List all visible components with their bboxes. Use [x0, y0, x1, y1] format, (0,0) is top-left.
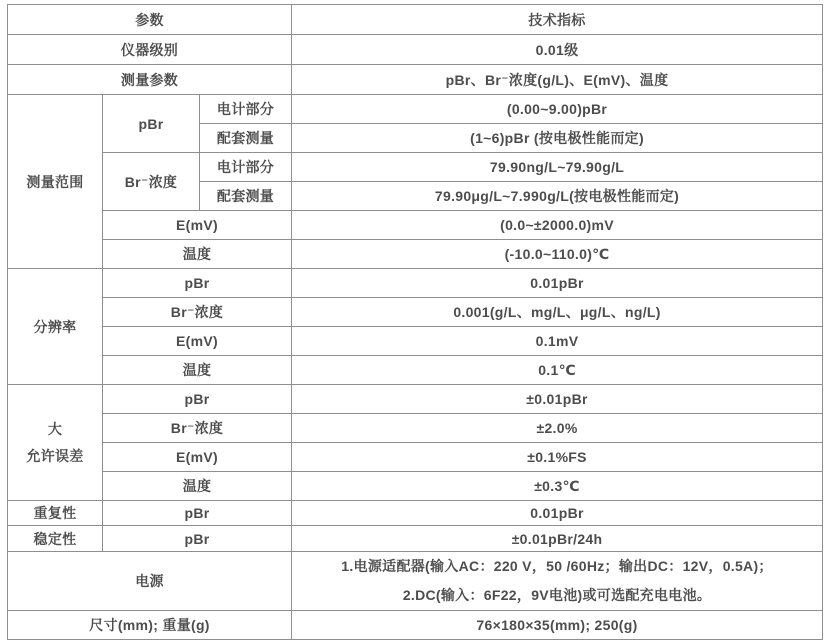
range-pbr-paired-value: (1~6)pBr (按电极性能而定)	[292, 124, 823, 153]
range-br-label: Br⁻浓度	[103, 153, 200, 211]
err-br-row	[8, 414, 823, 443]
measure-params-row	[8, 65, 823, 95]
res-emv-value: 0.1mV	[292, 327, 823, 356]
measure-range-label: 测量范围	[8, 95, 103, 269]
stability-label: 稳定性	[8, 526, 103, 552]
err-pbr-value: ±0.01pBr	[292, 385, 823, 414]
dimensions-row	[8, 611, 823, 640]
range-emv-row	[8, 211, 823, 240]
power-value-line1: 1.电源适配器(输入AC：220 V，50 /60Hz；输出DC：12V，0.5A)；	[341, 558, 773, 574]
measure-params-value: pBr、Br⁻浓度(g/L)、E(mV)、温度	[292, 65, 823, 95]
res-pbr-value: 0.01pBr	[292, 269, 823, 298]
dimensions-value: 76×180×35(mm); 250(g)	[292, 611, 823, 640]
max-error-label-line1: 大	[47, 420, 63, 437]
range-temp-value: (-10.0~110.0)℃	[292, 240, 823, 269]
res-pbr-row	[8, 269, 823, 298]
err-emv-value: ±0.1%FS	[292, 443, 823, 472]
max-error-label	[8, 385, 103, 501]
res-br-row	[8, 298, 823, 327]
instrument-level-row	[8, 35, 823, 65]
res-br-label: Br⁻浓度	[103, 298, 292, 327]
resolution-label: 分辨率	[8, 269, 103, 385]
dimensions-label: 尺寸(mm); 重量(g)	[8, 611, 292, 640]
range-temp-label: 温度	[103, 240, 292, 269]
err-br-label: Br⁻浓度	[103, 414, 292, 443]
measure-params-label: 测量参数	[8, 65, 292, 95]
res-emv-row	[8, 327, 823, 356]
header-row	[8, 5, 823, 35]
repeatability-sub-label: pBr	[103, 501, 292, 526]
spec-header-cell: 技术指标	[292, 5, 823, 35]
max-error-label-line2: 允许误差	[26, 447, 84, 464]
power-value-line2: 2.DC(输入：6F22，9V电池)或可选配充电电池。	[402, 587, 712, 603]
range-pbr-meter-label: 电计部分	[200, 95, 292, 124]
repeatability-label: 重复性	[8, 501, 103, 526]
res-emv-label: E(mV)	[103, 327, 292, 356]
power-row	[8, 552, 823, 611]
range-br-paired-value: 79.90μg/L~7.990g/L(按电极性能而定)	[292, 182, 823, 211]
stability-sub-label: pBr	[103, 526, 292, 552]
stability-row	[8, 526, 823, 552]
power-value	[292, 552, 823, 611]
res-temp-value: 0.1℃	[292, 356, 823, 385]
err-pbr-label: pBr	[103, 385, 292, 414]
range-emv-value: (0.0~±2000.0)mV	[292, 211, 823, 240]
res-br-value: 0.001(g/L、mg/L、μg/L、ng/L)	[292, 298, 823, 327]
range-br-paired-label: 配套测量	[200, 182, 292, 211]
repeatability-row	[8, 501, 823, 526]
repeatability-value: 0.01pBr	[292, 501, 823, 526]
err-temp-label: 温度	[103, 472, 292, 501]
param-header-cell: 参数	[8, 5, 292, 35]
err-temp-row	[8, 472, 823, 501]
err-pbr-row	[8, 385, 823, 414]
instrument-level-value: 0.01级	[292, 35, 823, 65]
range-pbr-meter-value: (0.00~9.00)pBr	[292, 95, 823, 124]
res-temp-label: 温度	[103, 356, 292, 385]
range-br-meter-row	[8, 153, 823, 182]
range-pbr-paired-label: 配套测量	[200, 124, 292, 153]
power-label: 电源	[8, 552, 292, 611]
err-emv-row	[8, 443, 823, 472]
err-emv-label: E(mV)	[103, 443, 292, 472]
range-br-meter-label: 电计部分	[200, 153, 292, 182]
spec-table	[7, 4, 823, 640]
range-br-meter-value: 79.90ng/L~79.90g/L	[292, 153, 823, 182]
range-pbr-label: pBr	[103, 95, 200, 153]
res-pbr-label: pBr	[103, 269, 292, 298]
res-temp-row	[8, 356, 823, 385]
err-temp-value: ±0.3℃	[292, 472, 823, 501]
instrument-level-label: 仪器级别	[8, 35, 292, 65]
range-emv-label: E(mV)	[103, 211, 292, 240]
range-pbr-meter-row	[8, 95, 823, 124]
stability-value: ±0.01pBr/24h	[292, 526, 823, 552]
err-br-value: ±2.0%	[292, 414, 823, 443]
range-temp-row	[8, 240, 823, 269]
